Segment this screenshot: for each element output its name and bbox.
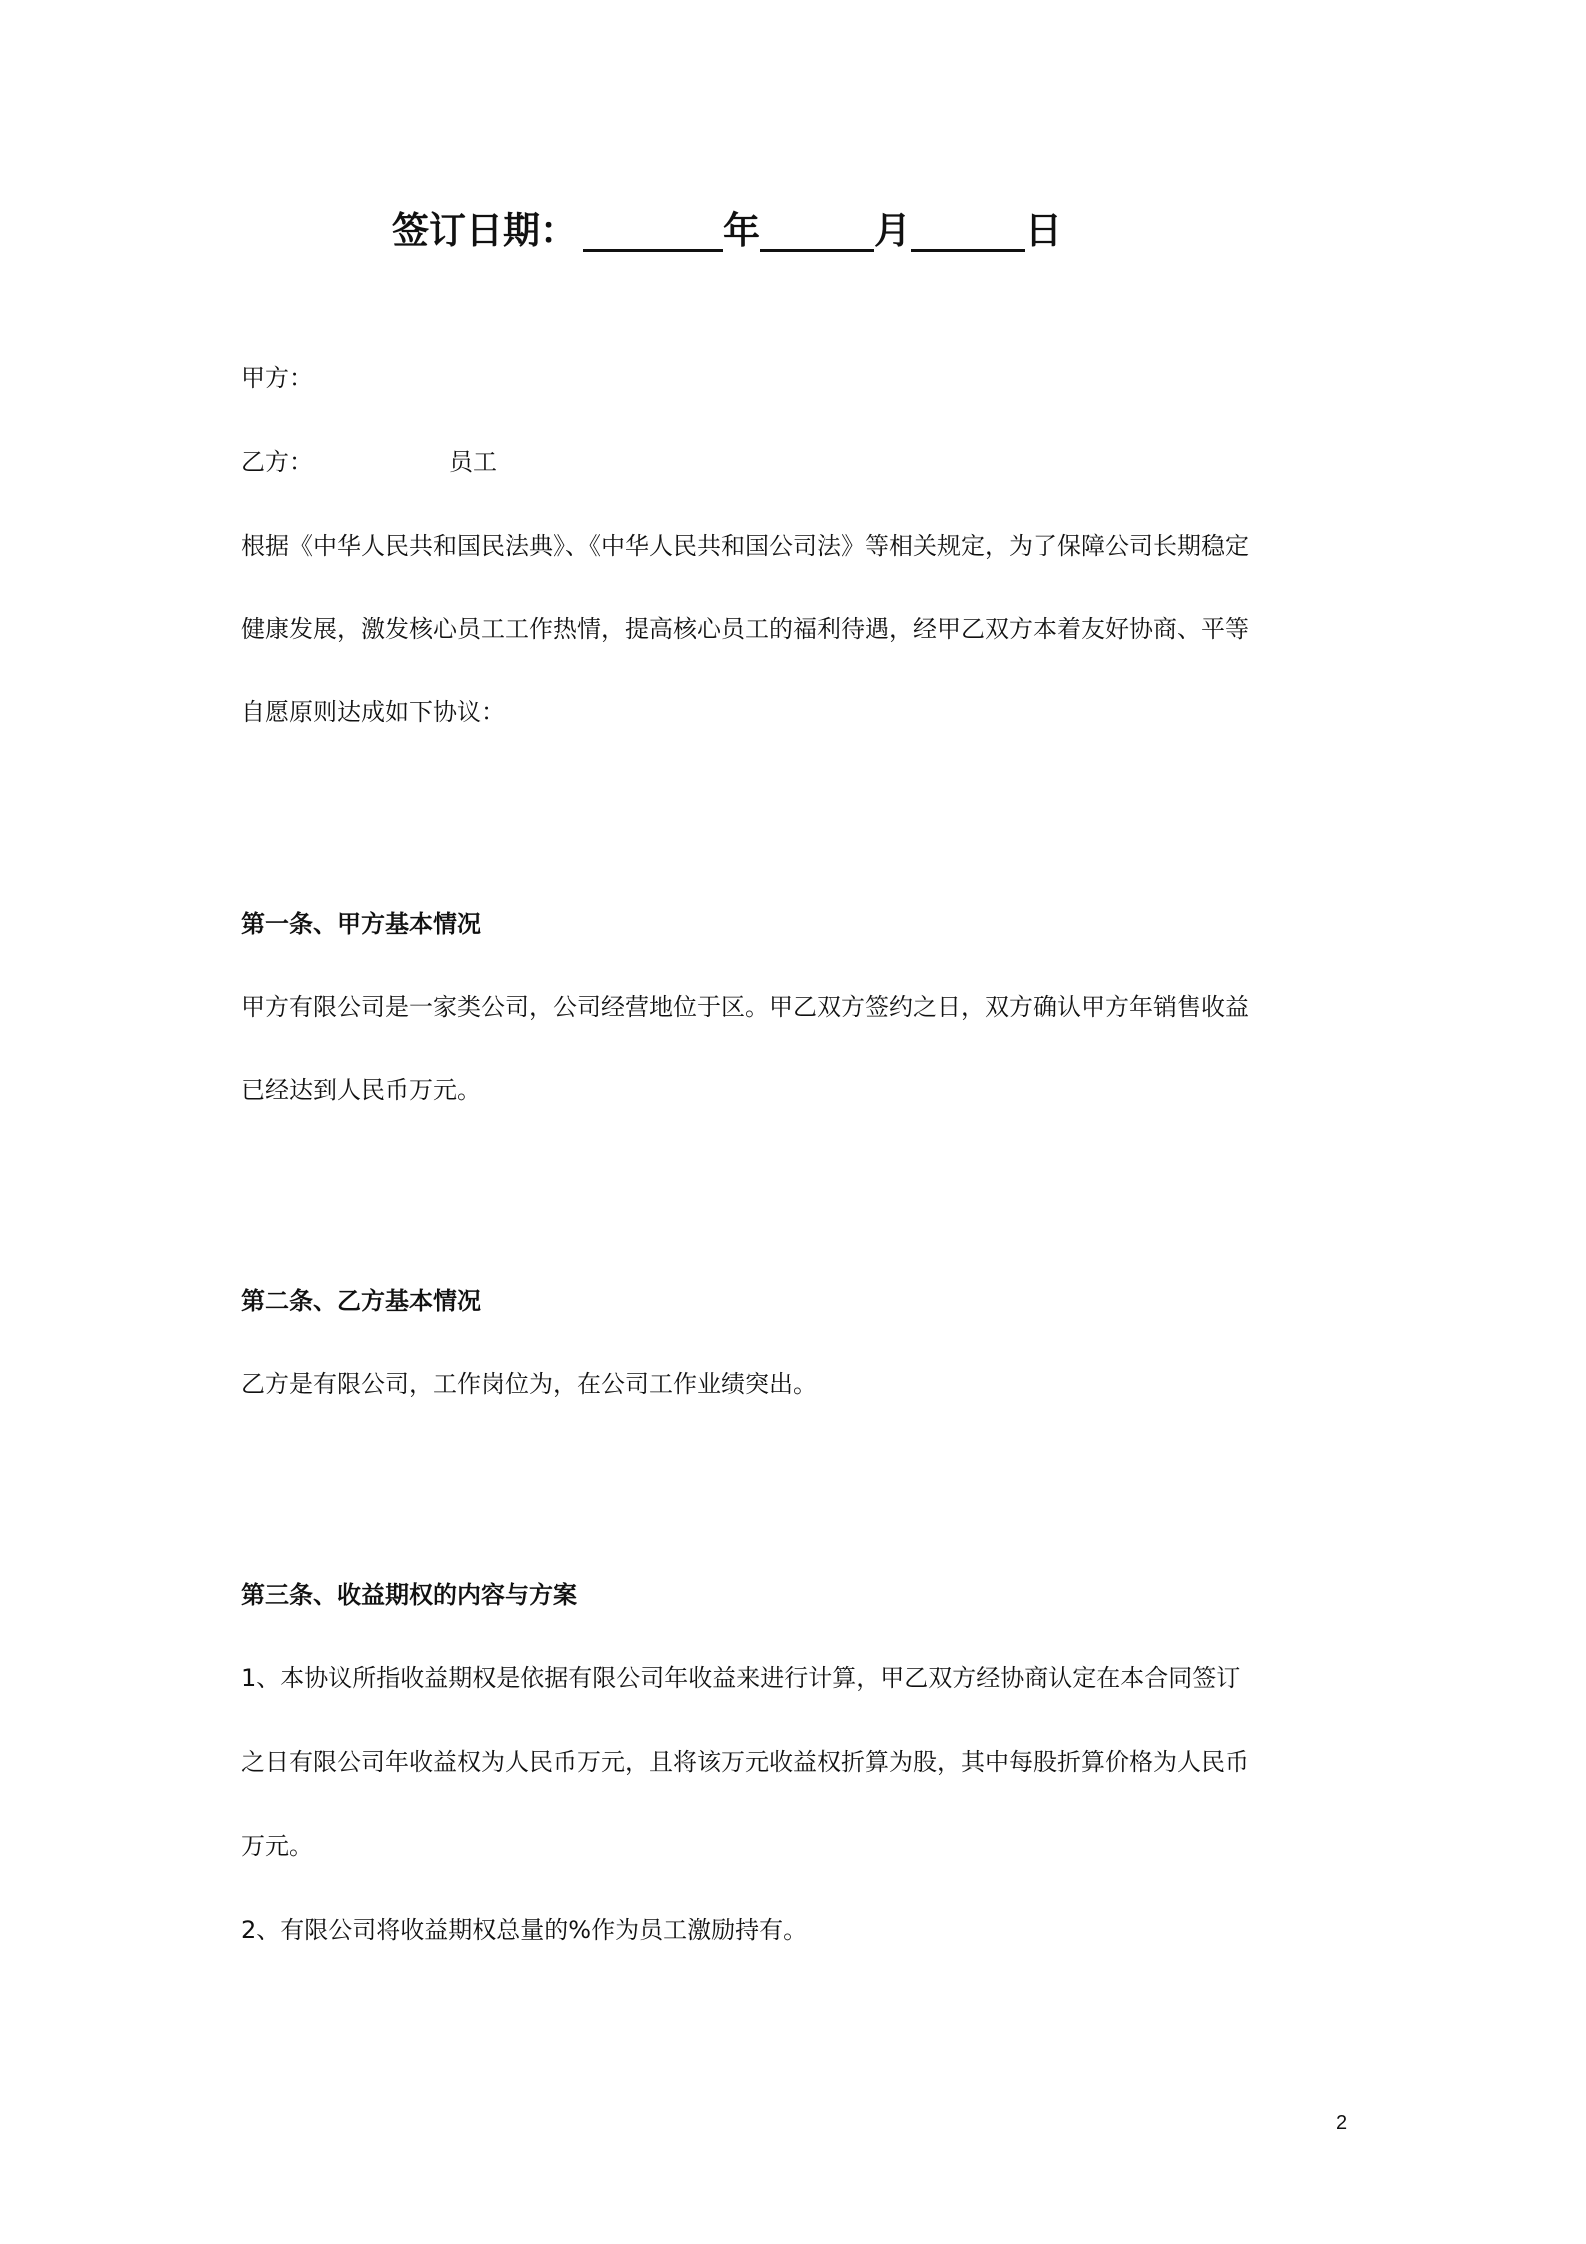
- article-3-line: 万元。: [241, 1832, 313, 1860]
- party-a-label: 甲方：: [241, 364, 313, 392]
- sign-date-line: [392, 198, 1062, 254]
- intro-line: 根据《中华人民共和国民法典》、《中华人民共和国公司法》等相关规定，为了保障公司长期稳定: [241, 532, 1249, 560]
- sign-date-label: 签订日期：: [392, 209, 577, 252]
- article-1-line: 甲方有限公司是一家类公司，公司经营地位于区。甲乙双方签约之日，双方确认甲方年销售收益: [241, 993, 1249, 1021]
- intro-line: 健康发展，激发核心员工工作热情，提高核心员工的福利待遇，经甲乙双方本着友好协商、平等: [241, 615, 1249, 643]
- article-1-heading: 第一条、甲方基本情况: [241, 910, 481, 938]
- month-blank: [760, 209, 874, 252]
- month-label: 月: [874, 209, 911, 252]
- day-blank: [911, 209, 1025, 252]
- article-2-line: 乙方是有限公司，工作岗位为，在公司工作业绩突出。: [241, 1370, 817, 1398]
- article-2-heading: 第二条、乙方基本情况: [241, 1287, 481, 1315]
- page-number: 2: [1336, 2112, 1348, 2134]
- article-3-line: 2、有限公司将收益期权总量的%作为员工激励持有。: [241, 1916, 808, 1944]
- party-b-label: 乙方：: [241, 448, 313, 476]
- day-label: 日: [1025, 209, 1062, 252]
- party-a-line: [241, 358, 313, 393]
- article-1-line: 已经达到人民币万元。: [241, 1076, 481, 1104]
- article-3-line: 1、本协议所指收益期权是依据有限公司年收益来进行计算，甲乙双方经协商认定在本合同签订: [241, 1664, 1241, 1692]
- party-b-line: [241, 442, 497, 477]
- year-label: 年: [723, 209, 760, 252]
- article-3-heading: 第三条、收益期权的内容与方案: [241, 1581, 577, 1609]
- party-b-name: 员工: [449, 448, 497, 476]
- year-blank: [583, 209, 723, 252]
- intro-line: 自愿原则达成如下协议：: [241, 698, 505, 726]
- article-3-line: 之日有限公司年收益权为人民币万元，且将该万元收益权折算为股，其中每股折算价格为人民币: [241, 1748, 1249, 1776]
